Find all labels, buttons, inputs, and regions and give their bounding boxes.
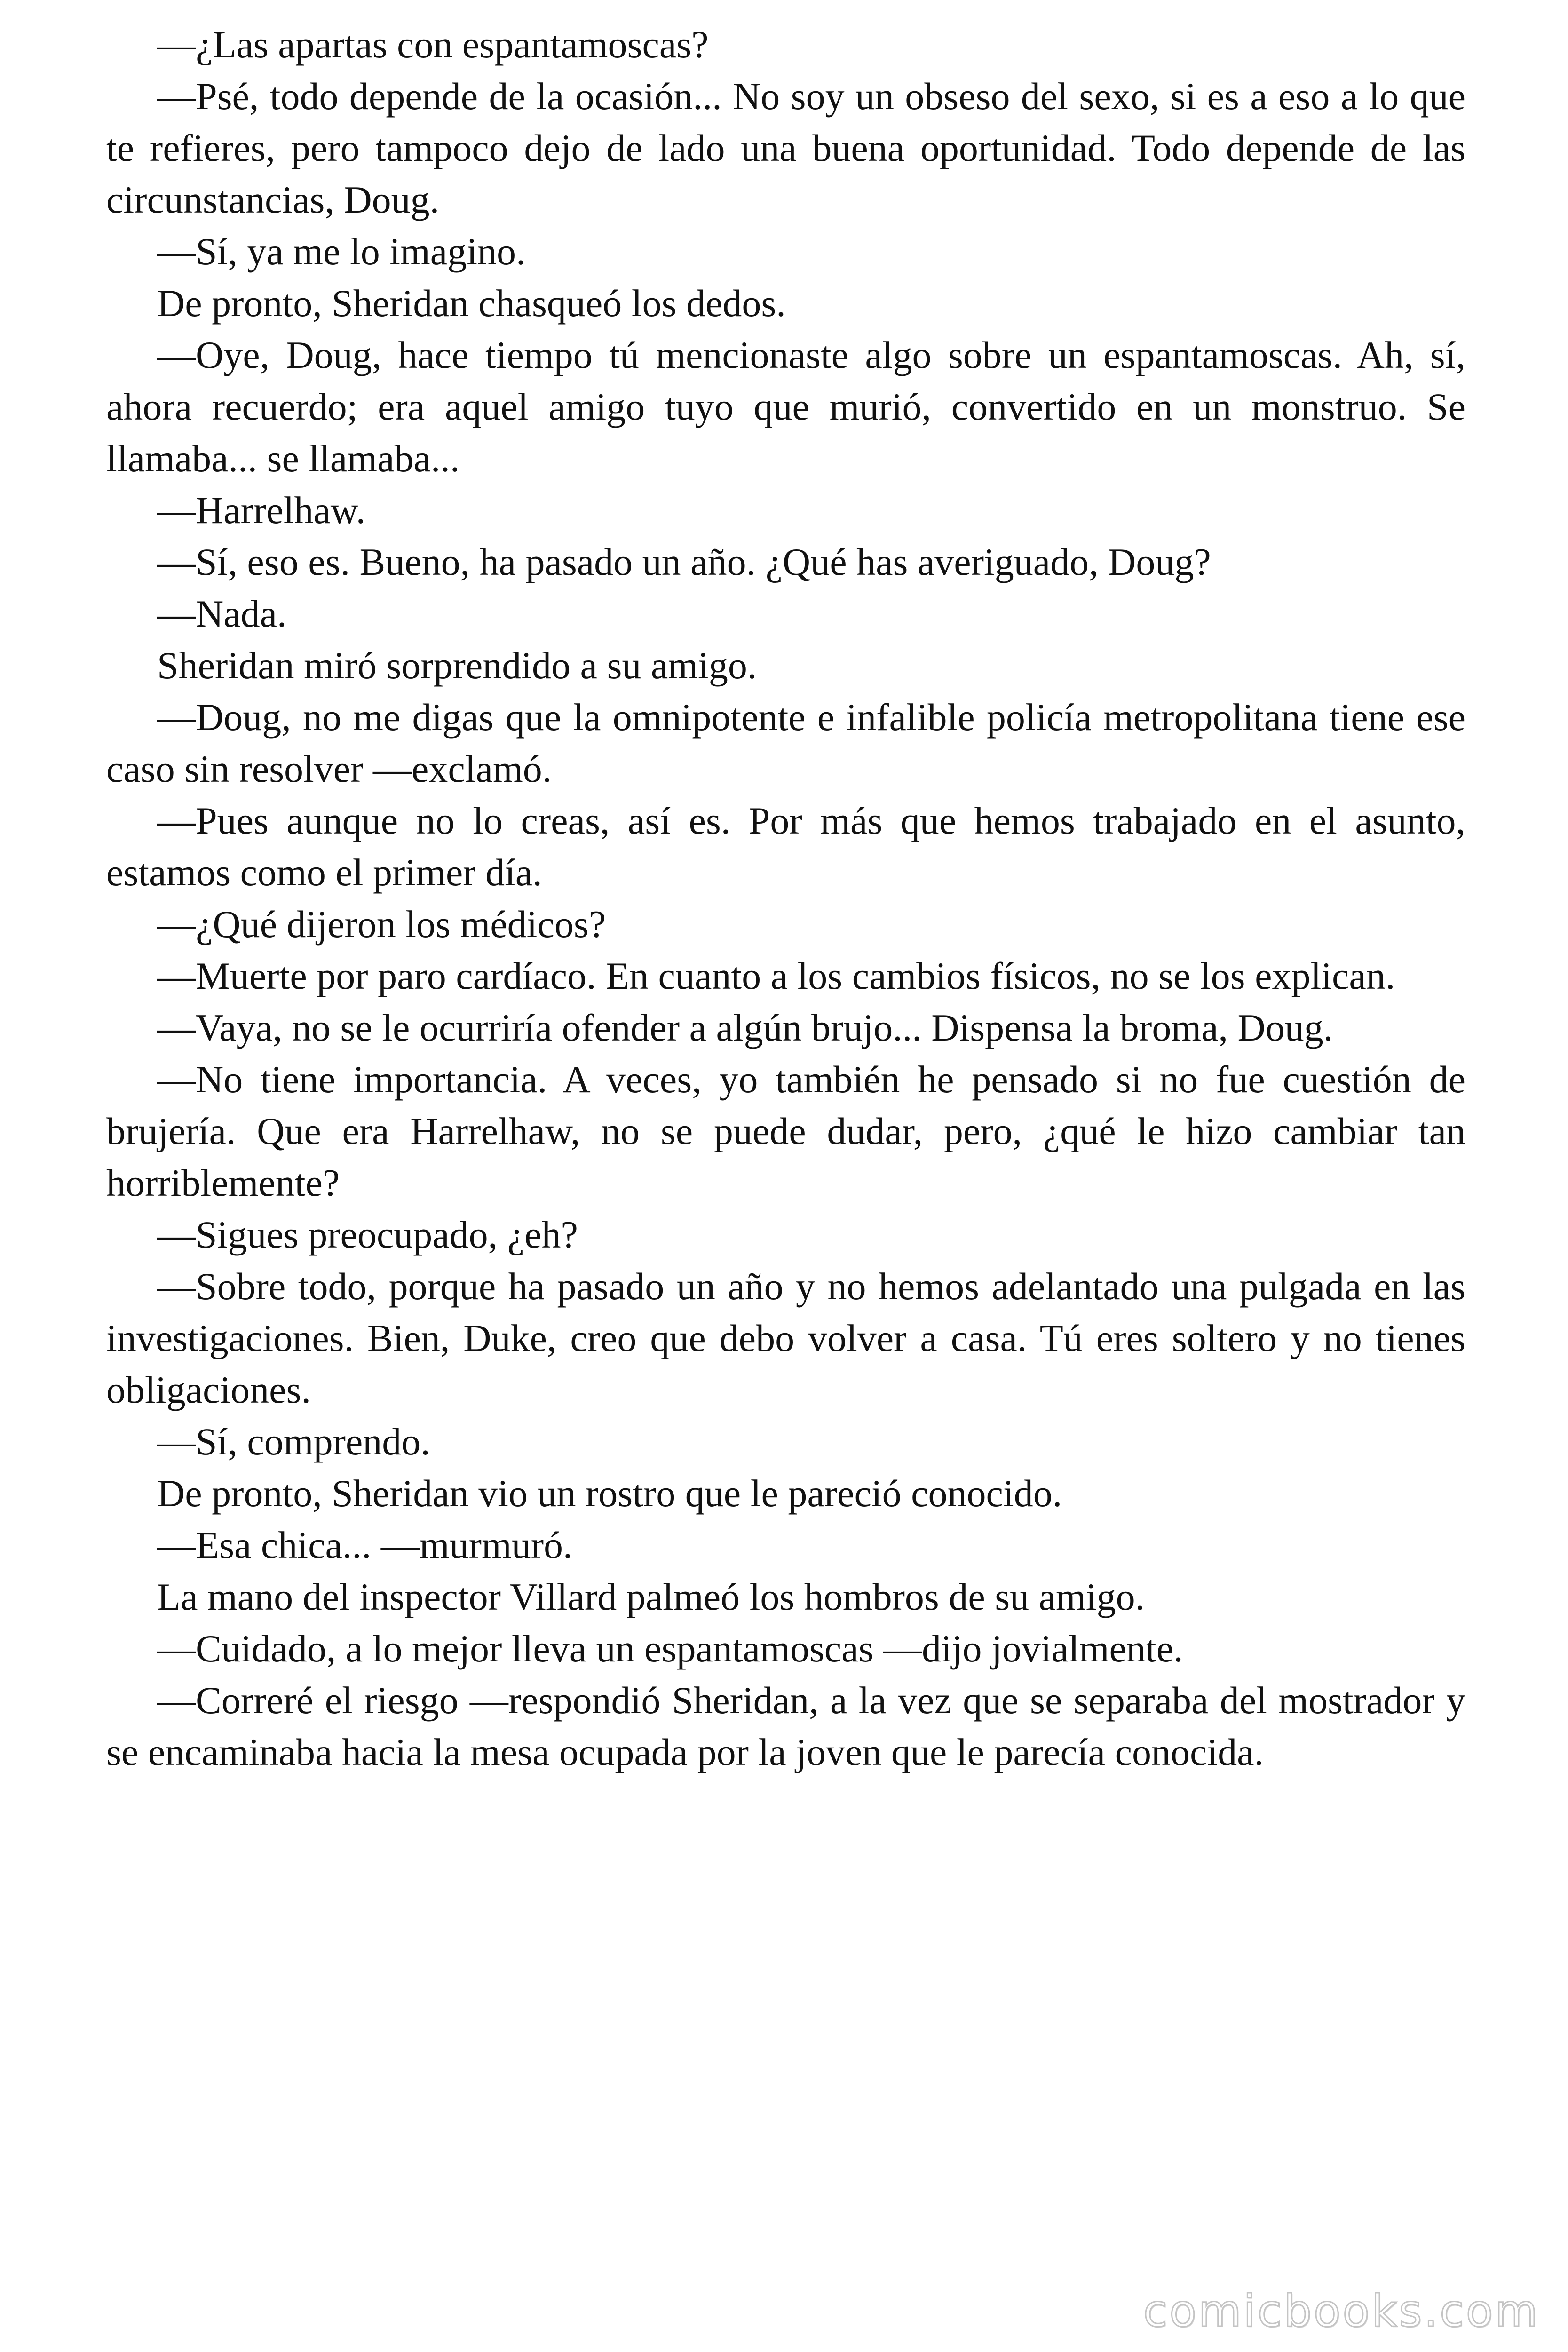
paragraph: Sheridan miró sorprendido a su amigo. — [157, 644, 757, 687]
paragraph: —Harrelhaw. — [157, 489, 366, 532]
paragraph: —Sobre todo, porque ha pasado un año y no hemos adelantado una pulgada en las investigaciones. Bien, Duke, creo que debo volver a casa. Tú eres soltero y no tienes obligaciones. — [106, 1265, 1465, 1411]
paragraph: —Sí, comprendo. — [157, 1420, 430, 1463]
paragraph: —¿Qué dijeron los médicos? — [157, 903, 606, 946]
text-body — [106, 19, 1465, 1778]
paragraph: —Cuidado, a lo mejor lleva un espantamoscas —dijo jovialmente. — [157, 1627, 1183, 1670]
paragraph: De pronto, Sheridan chasqueó los dedos. — [157, 282, 786, 325]
paragraph: —Correré el riesgo —respondió Sheridan, a la vez que se separaba del mostrador y se encaminaba hacia la mesa ocupada por la joven que le parecía conocida. — [106, 1679, 1465, 1773]
watermark: comicbooks.com — [1143, 2286, 1540, 2337]
paragraph: La mano del inspector Villard palmeó los hombros de su amigo. — [157, 1575, 1145, 1618]
paragraph: —Pues aunque no lo creas, así es. Por más que hemos trabajado en el asunto, estamos como el primer día. — [106, 799, 1465, 894]
paragraph: —Sigues preocupado, ¿eh? — [157, 1213, 578, 1256]
paragraph: —Vaya, no se le ocurriría ofender a algún brujo... Dispensa la broma, Doug. — [157, 1006, 1333, 1049]
paragraph: —Sí, ya me lo imagino. — [157, 230, 526, 273]
paragraph: —Muerte por paro cardíaco. En cuanto a los cambios físicos, no se los explican. — [157, 954, 1395, 997]
paragraph: —Nada. — [157, 592, 287, 635]
paragraph: —No tiene importancia. A veces, yo también he pensado si no fue cuestión de brujería. Que era Harrelhaw, no se puede dudar, pero, ¿qué le hizo cambiar tan horriblemente? — [106, 1058, 1465, 1204]
paragraph: —Doug, no me digas que la omnipotente e infalible policía metropolitana tiene ese caso sin resolver —exclamó. — [106, 696, 1465, 790]
paragraph: —Oye, Doug, hace tiempo tú mencionaste algo sobre un espantamoscas. Ah, sí, ahora recuerdo; era aquel amigo tuyo que murió, convertido en un monstruo. Se llamaba... se llamaba... — [106, 334, 1465, 480]
paragraph: De pronto, Sheridan vio un rostro que le pareció conocido. — [157, 1472, 1062, 1515]
paragraph: —¿Las apartas con espantamoscas? — [157, 23, 709, 66]
paragraph: —Psé, todo depende de la ocasión... No soy un obseso del sexo, si es a eso a lo que te refieres, pero tampoco dejo de lado una buena oportunidad. Todo depende de las circunstancias, Doug. — [106, 75, 1465, 221]
paragraph: —Sí, eso es. Bueno, ha pasado un año. ¿Qué has averiguado, Doug? — [157, 540, 1211, 583]
paragraph: —Esa chica... —murmuró. — [157, 1524, 573, 1566]
